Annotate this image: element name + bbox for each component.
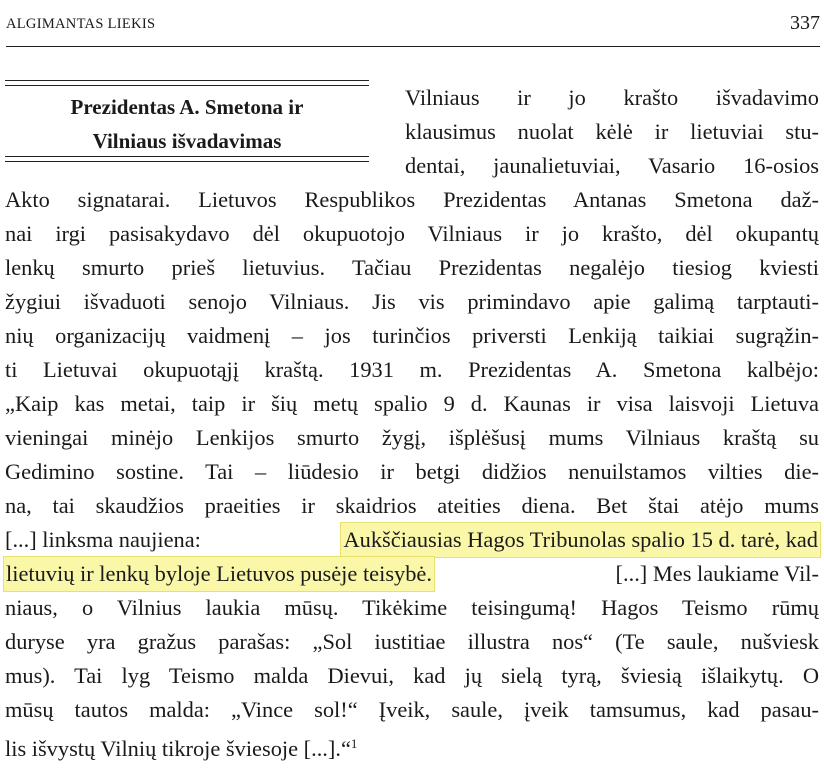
text-line: lenkų smurto prieš lietuvius. Tačiau Prezidentas negalėjo tiesiog kviesti [5, 255, 819, 280]
text-line [5, 523, 819, 557]
text-segment: [...] linksma naujiena: [5, 527, 201, 552]
section-title-line-1: Prezidentas A. Smetona ir [70, 95, 304, 119]
text-line: „Kaip kas metai, taip ir šių metų spalio 9 d. Kaunas ir visa laisvoji Lietuva [5, 391, 819, 416]
title-bottom-rule [5, 161, 369, 162]
text-line: mus). Tai lyg Teismo malda Dievui, kad jų sielą tyrą, šviesią išlaikytų. O [5, 663, 819, 688]
text-line: klausimus nuolat kėlė ir lietuviai stu- [405, 119, 819, 144]
text-line [5, 727, 357, 761]
text-line: nai irgi pasisakydavo dėl okupuotojo Vilniaus ir jo krašto, dėl okupantų [5, 221, 819, 246]
footnote-marker[interactable]: 1 [350, 736, 358, 751]
text-line [5, 557, 819, 591]
text-line: vieningai minėjo Lenkijos smurto žygį, išplėšusį mums Vilniaus kraštą su [5, 425, 819, 450]
title-bottom-rule-inner [5, 156, 369, 157]
title-top-rule-inner [5, 85, 369, 86]
text-line: na, tai skaudžios praeities ir skaidrios ateities diena. Bet štai atėjo mums [5, 493, 819, 518]
highlighted-quote: lietuvių ir lenkų byloje Lietuvos pusėje teisybė. [4, 557, 434, 591]
section-title [5, 90, 369, 158]
running-head: ALGIMANTAS LIEKIS [6, 16, 156, 32]
text-line: Akto signatarai. Lietuvos Respublikos Prezidentas Antanas Smetona daž- [5, 187, 819, 212]
text-line: nių organizacijų vaidmenį – jos turinčios priversti Lenkiją taikiai sugrąžin- [5, 323, 819, 348]
section-title-line-2: Vilniaus išvadavimas [92, 129, 282, 153]
text-segment: [...] Mes laukiame Vil- [615, 561, 819, 586]
section-title-box [5, 80, 369, 162]
text-line: Gedimino sostine. Tai – liūdesio ir betgi didžios nenuilstamos vilties die- [5, 459, 819, 484]
text-line: niaus, o Vilnius laukia mūsų. Tikėkime teisingumą! Hagos Teismo rūmų [5, 595, 819, 620]
text-segment: lis išvystų Vilnių tikroje šviesoje [...].“ [5, 736, 351, 761]
highlighted-quote: Aukščiausias Hagos Tribunolas spalio 15 d. tarė, kad [341, 523, 820, 557]
page-header [6, 0, 820, 47]
text-line: mūsų tautos malda: „Vince sol!“ Įveik, saule, įveik tamsumus, kad pasau- [5, 697, 819, 722]
text-line: Vilniaus ir jo krašto išvadavimo [405, 85, 819, 110]
text-line: ti Lietuvai okupuotąjį kraštą. 1931 m. Prezidentas A. Smetona kalbėjo: [5, 357, 819, 382]
text-line: dentai, jaunalietuviai, Vasario 16-osios [405, 153, 819, 178]
title-top-rule [5, 80, 369, 81]
text-line: duryse yra gražus parašas: „Sol iustitiae illustra nos“ (Te saule, nušviesk [5, 629, 819, 654]
page-number: 337 [790, 12, 820, 34]
text-line: žygiui išvaduoti senojo Vilniaus. Jis vis primindavo apie galimą tarptauti- [5, 289, 819, 314]
